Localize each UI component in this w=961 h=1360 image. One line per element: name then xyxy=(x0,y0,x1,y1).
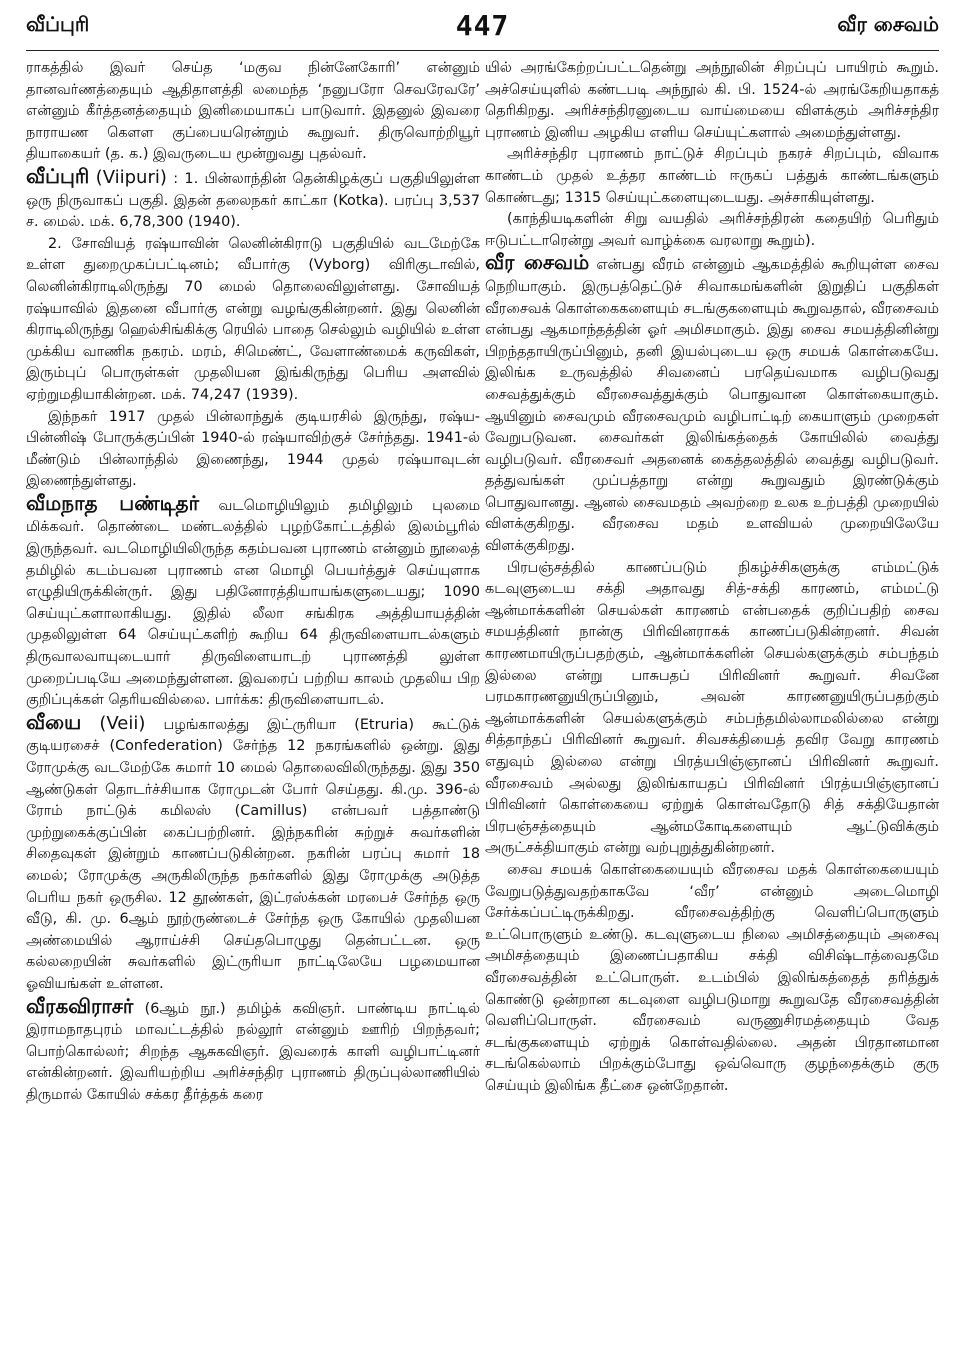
page-number: 447 xyxy=(455,8,510,42)
entry-text: பழங்காலத்து இட்ருரியா (Etruria) கூட்டுக் குடியரசைச் (Confederation) சேர்ந்த 12 நகரங்களில் ஒன்று. இது ரோமுக்கு வடமேற்கே சுமார் 10 மைல் தொலைவிலிருந்தது. இது 350 ஆண்டுகள் தொடர்ச்சியாக ரோமுடன் போர் செய்தது. கி.மு. 396-ல் ரோம் நாட்டுக் கமிலஸ் (Camillus) என்பவர் பத்தாண்டு முற்றுகைக்குப்பின் கைப்பற்றினர். இந்நகரின் சுற்றுச் சுவர்களின் சிதைவுகள் இன்றும் காணப்படுகின்றன. நகரின் பரப்பு சுமார் 18 மைல்; ரோமுக்கு அருகிலிருந்த நகர்களில் இது ரோமுக்கு அடுத்த பெரிய நகர் ஒருசில. 12 தூண்கள், இட்ரஸ்க்கன் மரபைச் சேர்ந்த ஒரு வீடு, கி. மு. 6ஆம் நூற்ருண்டைச் சேர்ந்த ஒரு கோயில் முதலியன அண்மையில் ஆராய்ச்சி செய்தபொழுது தென்பட்டன. ஒரு கல்லறையின் சுவர்களில் இட்ருரியா நாட்டிலேயே பழமையான ஓவியங்கள் உள்ளன. xyxy=(26,716,480,992)
entry-text: : 1. பின்லாந்தின் தென்கிழக்குப் பகுதியிலுள்ள ஒரு நிருவாகப் பகுதி. இதன் தலைநகர் காட்கா (Kotka). பரப்பு 3,537 ச. மைல். மக். 6,78,300 (1940). xyxy=(26,170,480,231)
entry-title: வீயை xyxy=(26,709,82,734)
entry-latin-name: (Veii) xyxy=(99,712,146,734)
entry-viipuri xyxy=(26,163,480,234)
paragraph: ராகத்தில் இவர் செய்த ‘மகுவ நின்னேகோரி’ என்னும் தானவர்ணத்தையும் ஆதிதாளத்தி லமைந்த ‘நனுபரோ செவரேவரே’ என்னும் கீர்த்தனத்தையும் இனிமையாகப் பாடுவார். இதனுல் இவரை நாராயண கௌள குப்பையரென்றும் கூறுவர். திருவொற்றியூர் தியாகையர் (த. க.) இவருடைய மூன்றுவது புதல்வர். xyxy=(26,60,480,163)
paragraph: அரிச்சந்திர புராணம் நாட்டுச் சிறப்பும் நகரச் சிறப்பும், விவாக காண்டம் முதல் உத்தர காண்டம் ஈருகப் பத்துக் காண்டங்களும் கொண்டது; 1315 செய்யுட்களையுடையது. அச்சாகியுள்ளது. xyxy=(485,146,939,206)
paragraph: யில் அரங்கேற்றப்பட்டதென்று அந்நூலின் சிறப்புப் பாயிரம் கூறும். அச்செய்யுளில் கண்டபடி அந்நூல் கி. பி. 1524-ல் அரங்கேறியதாகத் தெரிகிறது. அரிச்சந்திரனுடைய வாய்மையை விளக்கும் அரிச்சந்திர புராணம் இனிய அழகிய எளிய செய்யுட்களால் அமைந்துள்ளது. xyxy=(485,60,939,141)
entry-title: வீர சைவம் xyxy=(485,250,590,275)
text-columns xyxy=(26,58,939,1352)
paragraph: 2. சோவியத் ரஷ்யாவின் லெனின்கிராடு பகுதியில் வடமேற்கே உள்ள துறைமுகப்பட்டினம்; வீபார்கு (Vyborg) விரிகுடாவில், லெனின்கிராடிலிருந்து 70 மைல் தொலைவிலுள்ளது. சோவியத் ரஷ்யாவில் இதனை வீபார்கு என்று வழங்குகின்றனர். இது லெனின் கிராடிலிருந்து ஹெல்சிங்கிக்கு ரெயில் பாதை செல்லும் வழியில் உள்ள முக்கிய வாணிக நகரம். மரம், சிமெண்ட், வேளாண்மைக் கருவிகள், இரும்புப் பொருள்கள் முதலியன இங்கிருந்து பெரிய அளவில் ஏற்றுமதியாகின்றன. மக். 74,247 (1939). xyxy=(26,235,480,403)
entry-text: (6ஆம் நூ.) தமிழ்க் கவிஞர். பாண்டிய நாட்டில் இராமநாதபுரம் மாவட்டத்தில் நல்லூர் என்னும் ஊரிற் பிறந்தவர்; பொற்கொல்லர்; சிறந்த ஆசுகவிஞர். இவரைக் காளி வழிபாட்டினர் என்கின்றனர். இவரியற்றிய அரிச்சந்திர புராணம் திருப்புல்லாணியில் திருமால் கோயில் சக்கர தீர்த்தக் கரை xyxy=(26,1000,480,1103)
entry-text: வடமொழியிலும் தமிழிலும் புலமை மிக்கவர். தொண்டை மண்டலத்தில் புழற்கோட்டத்தில் இலம்பூரில் இருந்தவர். வடமொழியிலிருந்த கதம்பவன புராணம் என்னும் நூலைத் தமிழில் கடம்பவன புராணம் என மொழி பெயர்த்துச் செய்யுளாக எழுதியிருக்கின்ருர். இது பதினோரத்தியாயங்களுடையது; 1090 செய்யுட்களாலாகியது. இதில் லீலா சங்கிரக அத்தியாயத்தின் முதலிலுள்ள 64 செய்யுட்களிற் கூறிய 64 திருவிளையாடல்களும் திருவாலவாயுடையார் திருவிளையாடற் புராணத்தி லுள்ள முறைப்படியே அமைந்துள்ளன. இவரைப் பற்றிய காலம் முதலிய பிற குறிப்புக்கள் தெரியவில்லை. பார்க்க: திருவிளையாடல். xyxy=(26,497,480,709)
paragraph: (காந்தியடிகளின் சிறு வயதில் அரிச்சந்திரன் கதையிற் பெரிதும் ஈடுபட்டாரென்று அவர் வாழ்க்கை வரலாறு கூறும்). xyxy=(485,211,939,249)
entry-text: என்பது வீரம் என்னும் ஆகமத்தில் கூறியுள்ள சைவ நெறியாகும். இருபத்தெட்டுச் சிவாகமங்களின் இறுதிப் பகுதிகள் வீரசைவக் கொள்கைகளையும் சடங்குகளையும் கூறுவதால், வீரசைவம் என்பது ஆகமாந்தத்தின் ஓர் அமிசமாகும். இது சைவ சமயத்தினின்று பிறந்ததாயிருப்பினும், தனி இயல்புடைய ஒரு சமயக் கொள்கையே. இலிங்க உருவத்தில் சிவனைப் பரதெய்வமாக வழிபடுவது சைவத்துக்கும் வீரசைவத்துக்கும் பொதுவான கொள்கையாகும். ஆயினும் சைவமும் வீரசைவமும் வழிபாட்டிற் கையாளும் முறைகள் வேறுபடுவன. சைவர்கள் இலிங்கத்தைக் கோயிலில் வைத்து வழிபடுவர். வீரசைவர் அதனைக் கைத்தலத்தில் வைத்து வழிபடுவர். தத்துவங்கள் முப்பத்தாறு என்று கூறுவதும் இரண்டுக்கும் பொதுவானது. ஆனல் சைவமதம் அவற்றை உலக உற்பத்தி முறையில் விளக்குகிறது. வீரசைவ மதம் உளவியல் முறையிலேயே விளக்குகிறது. xyxy=(485,257,939,555)
running-head xyxy=(26,0,939,51)
entry-title: வீமநாத பண்டிதர் xyxy=(26,490,200,515)
running-head-left: வீப்புரி xyxy=(26,11,90,36)
left-column xyxy=(26,58,480,1352)
right-column xyxy=(485,58,939,1352)
entry-veerakavi xyxy=(26,993,480,1107)
entry-veerasaivam xyxy=(485,252,939,557)
paragraph: பிரபஞ்சத்தில் காணப்படும் நிகழ்ச்சிகளுக்கு எம்மட்டுக் கடவுளுடைய சக்தி அதாவது சித்-சக்தி காரணம், எம்மட்டு ஆன்மாக்களின் செயல்கள் காரணம் என்பதைக் குறிப்பதிற் சைவ சமயத்தினர் நான்கு பிரிவினராகக் காணப்படுகின்றனர். சிவன் காரணமாயிருப்பதற்கும், ஆன்மாக்களின் செயல்களுக்கும் சம்பந்தம் இல்லை என்று பாசுபதப் பிரிவினர் கூறுவர். சிவனே பரமகாரணனுயிருப்பினும், அவன் காரணனுயிருப்பதற்கும் ஆன்மாக்களின் செயல்களுக்கும் சம்பந்தமில்லாமலில்லை என்று சித்தாந்தப் பிரிவினர் கூறுவர். சிவசக்தியைத் தவிர வேறு காரணம் எதுவும் இல்லை என்று பிரத்யபிஞ்ஞானப் பிரிவினர் கூறுவர். வீரசைவம் அல்லது இலிங்காயதப் பிரிவினர் பிரத்யபிஞ்ஞானப் பிரிவினர் கொள்கையை ஏற்றுக் கொள்வதோடு சித் சக்தியேதான் பிரபஞ்சத்தையும் ஆன்மகோடிகளையும் ஆட்டுவிக்கும் அருட்சக்தியாகும் என்று வற்புறுத்துகின்றனர். xyxy=(485,559,939,857)
entry-veii xyxy=(26,709,480,996)
entry-title: வீரகவிராசர் xyxy=(26,993,134,1018)
entry-title: வீப்புரி xyxy=(26,163,90,188)
running-head-right: வீர சைவம் xyxy=(837,11,939,36)
paragraph: சைவ சமயக் கொள்கையையும் வீரசைவ மதக் கொள்கையையும் வேறுபடுத்துவதற்காகவே ‘வீர’ என்னும் அடைமொழி சேர்க்கப்பட்டிருக்கிறது. வீரசைவத்திற்கு வெளிப்பொருளும் உட்பொருளும் உண்டு. கடவுளுடைய நிலை அமிசத்தையும் அசைவு அமிசத்தையும் இணைப்பதாகிய சக்தி விசிஷ்டாத்வைதமே வீரசைவத்தின் உட்பொருள். உடம்பில் இலிங்கத்தைத் தரித்துக் கொண்டு ஒன்றான கடவுளை வழிபடுமாறு கூறுவதே வீரசைவத்தின் வெளிப்பொருள். வீரசைவம் வருணுசிரமத்தையும் வேத சடங்குகளையும் ஏற்றுக் கொள்வதில்லை. அதன் பிரதானமான சடங்கெல்லாம் பிறக்கும்போது ஒவ்வொரு குழந்தைக்கும் குரு செய்யும் இலிங்க தீட்சை ஒன்றேதான். xyxy=(485,861,939,1094)
entry-latin-name: (Viipuri) xyxy=(95,166,167,188)
entry-veemanatha xyxy=(26,490,480,712)
paragraph: இந்நகர் 1917 முதல் பின்லாந்துக் குடியரசில் இருந்து, ரஷ்ய-பின்னிஷ் போருக்குப்பின் 1940-ல் ரஷ்யாவிற்குச் சேர்ந்தது. 1941-ல் மீண்டும் பின்லாந்தில் இணைந்து, 1944 முதல் ரஷ்யாவுடன் இணைந்துள்ளது. xyxy=(26,408,480,490)
